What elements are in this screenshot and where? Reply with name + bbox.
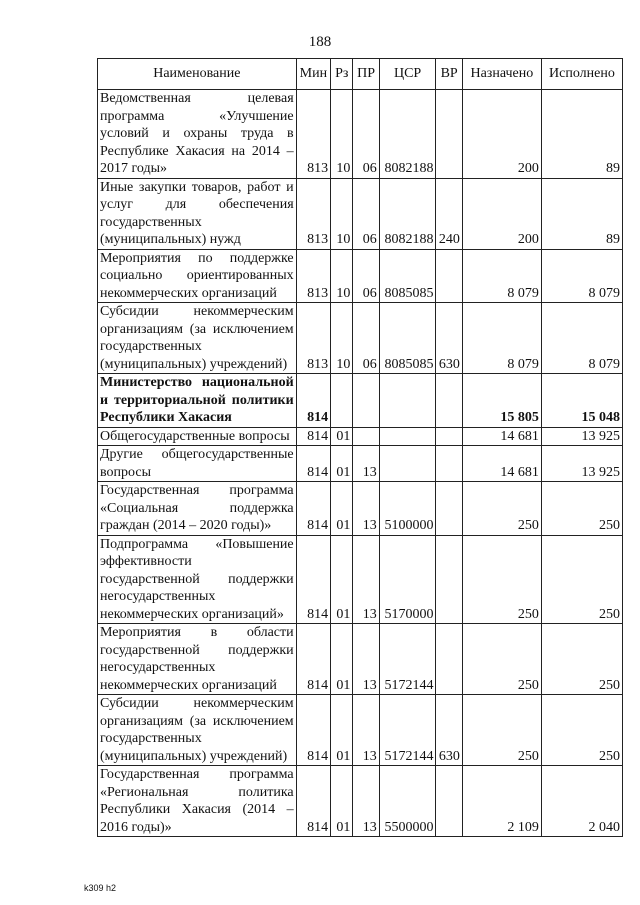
- cell-name: Мероприятия по поддержке социально ориентированных некоммерческих организаций: [98, 249, 297, 303]
- cell-assigned: 14 681: [462, 446, 541, 482]
- cell-min: 814: [296, 624, 330, 695]
- cell-name: Государственная программа «Региональная политика Республики Хакасия (2014 – 2016 годы)»: [98, 766, 297, 837]
- cell-rz: 01: [331, 766, 353, 837]
- cell-csr: 5170000: [379, 535, 436, 624]
- cell-vr: 240: [436, 178, 462, 249]
- page-number: 188: [308, 34, 332, 50]
- cell-executed: 89: [541, 178, 622, 249]
- cell-pr: [353, 374, 379, 428]
- cell-assigned: 2 109: [462, 766, 541, 837]
- cell-vr: [436, 446, 462, 482]
- cell-rz: 01: [331, 427, 353, 446]
- cell-min: 814: [296, 766, 330, 837]
- table-row: [98, 446, 623, 482]
- cell-pr: [353, 427, 379, 446]
- cell-vr: 630: [436, 695, 462, 766]
- cell-pr: 13: [353, 766, 379, 837]
- cell-executed: 8 079: [541, 249, 622, 303]
- cell-csr: [379, 446, 436, 482]
- table-row: [98, 90, 623, 179]
- table-row: [98, 374, 623, 428]
- cell-assigned: 8 079: [462, 303, 541, 374]
- cell-executed: 250: [541, 695, 622, 766]
- cell-vr: [436, 766, 462, 837]
- cell-min: 813: [296, 178, 330, 249]
- cell-name: Подпрограмма «Повышение эффективности государственной поддержки негосударственных некоммерческих организаций»: [98, 535, 297, 624]
- table-row: [98, 695, 623, 766]
- cell-vr: [436, 90, 462, 179]
- cell-min: 814: [296, 374, 330, 428]
- cell-pr: 06: [353, 249, 379, 303]
- cell-name: Субсидии некоммерческим организациям (за исключением государственных (муниципальных) учреждений): [98, 695, 297, 766]
- cell-min: 814: [296, 446, 330, 482]
- cell-min: 814: [296, 695, 330, 766]
- cell-assigned: 15 805: [462, 374, 541, 428]
- cell-pr: 13: [353, 535, 379, 624]
- column-header-rz: Рз: [331, 59, 353, 90]
- cell-csr: [379, 427, 436, 446]
- cell-executed: 13 925: [541, 446, 622, 482]
- budget-table: [97, 58, 623, 837]
- column-header-assigned: Назначено: [462, 59, 541, 90]
- cell-vr: [436, 374, 462, 428]
- cell-executed: 250: [541, 624, 622, 695]
- table-row: [98, 303, 623, 374]
- table-header-row: [98, 59, 623, 90]
- column-header-name: Наименование: [98, 59, 297, 90]
- cell-csr: 8085085: [379, 303, 436, 374]
- footer-code: k309 h2: [84, 883, 117, 893]
- cell-name: Министерство национальной и территориальной политики Республики Хакасия: [98, 374, 297, 428]
- cell-assigned: 250: [462, 482, 541, 536]
- cell-csr: 5172144: [379, 695, 436, 766]
- cell-rz: 10: [331, 303, 353, 374]
- cell-csr: 5100000: [379, 482, 436, 536]
- cell-name: Мероприятия в области государственной поддержки негосударственных некоммерческих организаций: [98, 624, 297, 695]
- cell-vr: [436, 535, 462, 624]
- cell-pr: 06: [353, 303, 379, 374]
- cell-vr: 630: [436, 303, 462, 374]
- cell-csr: 8085085: [379, 249, 436, 303]
- cell-rz: [331, 374, 353, 428]
- cell-name: Другие общегосударственные вопросы: [98, 446, 297, 482]
- cell-assigned: 250: [462, 695, 541, 766]
- cell-csr: 5500000: [379, 766, 436, 837]
- cell-rz: 01: [331, 482, 353, 536]
- cell-name: Государственная программа «Социальная поддержка граждан (2014 – 2020 годы)»: [98, 482, 297, 536]
- cell-assigned: 200: [462, 90, 541, 179]
- cell-assigned: 14 681: [462, 427, 541, 446]
- cell-name: Иные закупки товаров, работ и услуг для обеспечения государственных (муниципальных) нужд: [98, 178, 297, 249]
- column-header-vr: ВР: [436, 59, 462, 90]
- column-header-executed: Исполнено: [541, 59, 622, 90]
- cell-rz: 01: [331, 446, 353, 482]
- cell-min: 813: [296, 303, 330, 374]
- table-row: [98, 178, 623, 249]
- cell-rz: 01: [331, 624, 353, 695]
- cell-csr: 5172144: [379, 624, 436, 695]
- cell-rz: 01: [331, 695, 353, 766]
- table-row: [98, 766, 623, 837]
- cell-rz: 01: [331, 535, 353, 624]
- cell-vr: [436, 249, 462, 303]
- cell-vr: [436, 624, 462, 695]
- cell-vr: [436, 427, 462, 446]
- cell-assigned: 8 079: [462, 249, 541, 303]
- table-row: [98, 427, 623, 446]
- table-row: [98, 482, 623, 536]
- cell-csr: 8082188: [379, 178, 436, 249]
- cell-rz: 10: [331, 90, 353, 179]
- table-body: [98, 90, 623, 837]
- cell-pr: 06: [353, 178, 379, 249]
- column-header-min: Мин: [296, 59, 330, 90]
- cell-executed: 8 079: [541, 303, 622, 374]
- cell-name: Субсидии некоммерческим организациям (за исключением государственных (муниципальных) учреждений): [98, 303, 297, 374]
- table-row: [98, 535, 623, 624]
- cell-executed: 13 925: [541, 427, 622, 446]
- cell-pr: 13: [353, 624, 379, 695]
- cell-pr: 13: [353, 695, 379, 766]
- cell-csr: 8082188: [379, 90, 436, 179]
- cell-assigned: 200: [462, 178, 541, 249]
- table-row: [98, 249, 623, 303]
- cell-min: 813: [296, 249, 330, 303]
- cell-min: 814: [296, 427, 330, 446]
- cell-vr: [436, 482, 462, 536]
- cell-pr: 06: [353, 90, 379, 179]
- cell-name: Общегосударственные вопросы: [98, 427, 297, 446]
- cell-assigned: 250: [462, 535, 541, 624]
- cell-assigned: 250: [462, 624, 541, 695]
- cell-executed: 250: [541, 482, 622, 536]
- table-row: [98, 624, 623, 695]
- cell-rz: 10: [331, 178, 353, 249]
- cell-min: 814: [296, 482, 330, 536]
- cell-name: Ведомственная целевая программа «Улучшение условий и охраны труда в Республике Хакасия на 2014 – 2017 годы»: [98, 90, 297, 179]
- column-header-csr: ЦСР: [379, 59, 436, 90]
- cell-executed: 2 040: [541, 766, 622, 837]
- cell-min: 814: [296, 535, 330, 624]
- cell-executed: 15 048: [541, 374, 622, 428]
- cell-executed: 250: [541, 535, 622, 624]
- cell-pr: 13: [353, 482, 379, 536]
- cell-pr: 13: [353, 446, 379, 482]
- cell-rz: 10: [331, 249, 353, 303]
- cell-min: 813: [296, 90, 330, 179]
- cell-csr: [379, 374, 436, 428]
- cell-executed: 89: [541, 90, 622, 179]
- column-header-pr: ПР: [353, 59, 379, 90]
